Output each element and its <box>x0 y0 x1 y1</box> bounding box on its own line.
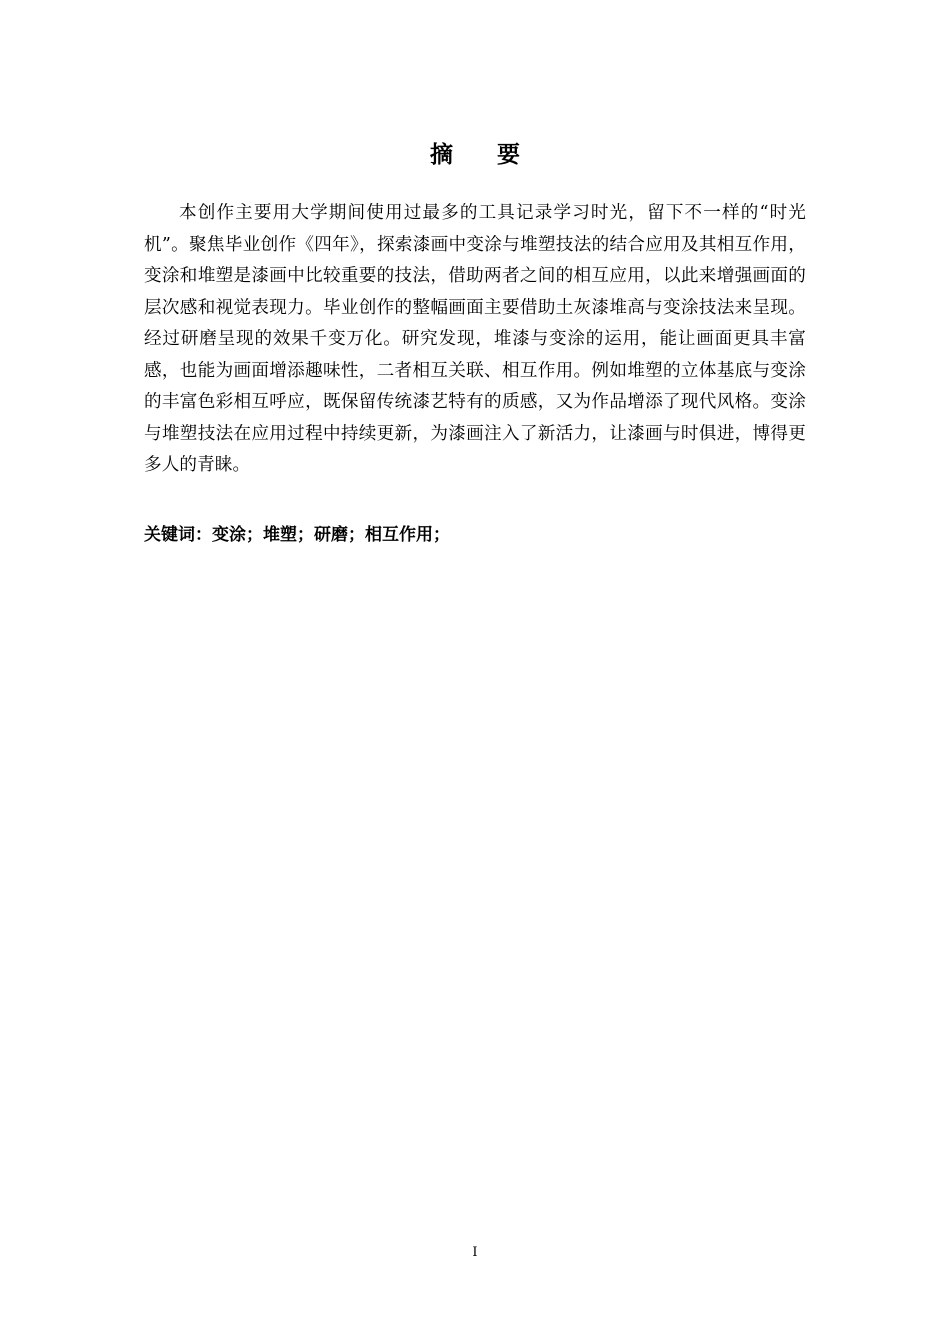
keywords-line: 关键词：变涂；堆塑；研磨；相互作用； <box>144 525 450 545</box>
page-number: I <box>472 1245 478 1260</box>
abstract-title: 摘 要 <box>429 141 538 169</box>
abstract-body: 本创作主要用大学期间使用过最多的工具记录学习时光，留下不一样的“时光机”。聚焦毕业创作《四年》，探索漆画中变涂与堆塑技法的结合应用及其相互作用，变涂和堆塑是漆画中比较重要的技法，借助两者之间的相互应用，以此来增强画面的层次感和视觉表现力。毕业创作的整幅画面主要借助土灰漆堆高与变涂技法来呈现。经过研磨呈现的效果千变万化。研究发现，堆漆与变涂的运用，能让画面更具丰富感，也能为画面增添趣味性，二者相互关联、相互作用。例如堆塑的立体基底与变涂的丰富色彩相互呼应，既保留传统漆艺特有的质感，又为作品增添了现代风格。变涂与堆塑技法在应用过程中持续更新，为漆画注入了新活力，让漆画与时俱进，博得更多人的青睐。 <box>144 203 806 475</box>
